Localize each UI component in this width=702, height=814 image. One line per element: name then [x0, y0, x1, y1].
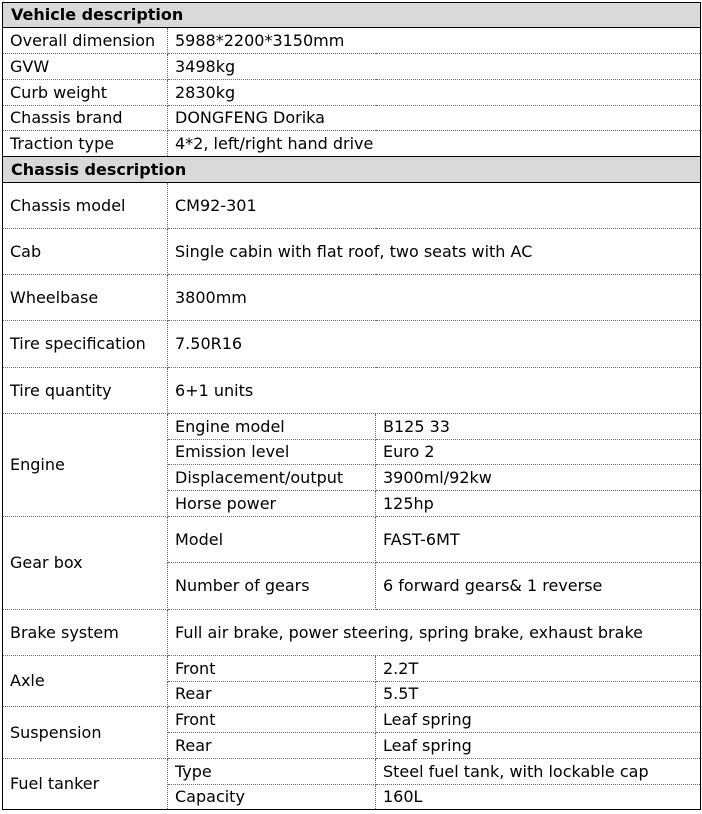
row-value: 3800mm	[168, 275, 701, 321]
row-label: Curb weight	[3, 80, 168, 106]
table-row	[3, 54, 701, 80]
sub-key: Model	[168, 517, 376, 563]
sub-value: 125hp	[376, 491, 701, 517]
sub-value: Euro 2	[376, 440, 701, 465]
table-row	[3, 707, 701, 733]
section-title: Chassis description	[3, 157, 701, 183]
sub-value: 5.5T	[376, 682, 701, 707]
row-value: CM92-301	[168, 183, 701, 229]
row-label: Tire quantity	[3, 368, 168, 414]
row-value: 5988*2200*3150mm	[168, 28, 701, 54]
group-label-gearbox: Gear box	[3, 517, 168, 610]
row-label: GVW	[3, 54, 168, 80]
section-title: Vehicle description	[3, 3, 701, 28]
sub-value: Leaf spring	[376, 733, 701, 759]
row-label: Overall dimension	[3, 28, 168, 54]
sub-key: Engine model	[168, 414, 376, 440]
row-value: 2830kg	[168, 80, 701, 106]
sub-key: Number of gears	[168, 563, 376, 610]
sub-value: Steel fuel tank, with lockable cap	[376, 759, 701, 785]
table-row	[3, 80, 701, 106]
sub-key: Capacity	[168, 785, 376, 810]
sub-key: Horse power	[168, 491, 376, 517]
sub-key: Rear	[168, 682, 376, 707]
group-label-engine: Engine	[3, 414, 168, 517]
sub-value: 6 forward gears& 1 reverse	[376, 563, 701, 610]
sub-value: Leaf spring	[376, 707, 701, 733]
sub-value: B125 33	[376, 414, 701, 440]
table-row	[3, 759, 701, 785]
sub-key: Rear	[168, 733, 376, 759]
table-row	[3, 656, 701, 682]
spec-table	[2, 2, 701, 810]
row-value: Full air brake, power steering, spring brake, exhaust brake	[168, 610, 701, 656]
row-label: Traction type	[3, 131, 168, 157]
table-row	[3, 106, 701, 131]
sub-value: 3900ml/92kw	[376, 465, 701, 491]
table-row	[3, 275, 701, 321]
table-row	[3, 183, 701, 229]
row-value: 7.50R16	[168, 321, 701, 368]
row-label: Chassis model	[3, 183, 168, 229]
table-row	[3, 414, 701, 440]
row-label: Cab	[3, 229, 168, 275]
row-label: Chassis brand	[3, 106, 168, 131]
sub-key: Type	[168, 759, 376, 785]
row-label: Wheelbase	[3, 275, 168, 321]
row-value: 4*2, left/right hand drive	[168, 131, 701, 157]
group-label-fuel: Fuel tanker	[3, 759, 168, 810]
sub-key: Emission level	[168, 440, 376, 465]
sub-value: 160L	[376, 785, 701, 810]
sub-key: Displacement/output	[168, 465, 376, 491]
sub-key: Front	[168, 707, 376, 733]
row-label: Tire specification	[3, 321, 168, 368]
table-row	[3, 368, 701, 414]
sub-value: 2.2T	[376, 656, 701, 682]
group-label-suspension: Suspension	[3, 707, 168, 759]
row-value: 3498kg	[168, 54, 701, 80]
table-row	[3, 28, 701, 54]
group-label-axle: Axle	[3, 656, 168, 707]
section-header-vehicle	[3, 3, 701, 28]
row-value: DONGFENG Dorika	[168, 106, 701, 131]
row-value: Single cabin with flat roof, two seats with AC	[168, 229, 701, 275]
table-row	[3, 610, 701, 656]
sub-value: FAST-6MT	[376, 517, 701, 563]
table-row	[3, 321, 701, 368]
section-header-chassis	[3, 157, 701, 183]
sub-key: Front	[168, 656, 376, 682]
table-row	[3, 517, 701, 563]
row-label: Brake system	[3, 610, 168, 656]
row-value: 6+1 units	[168, 368, 701, 414]
table-row	[3, 229, 701, 275]
table-row	[3, 131, 701, 157]
